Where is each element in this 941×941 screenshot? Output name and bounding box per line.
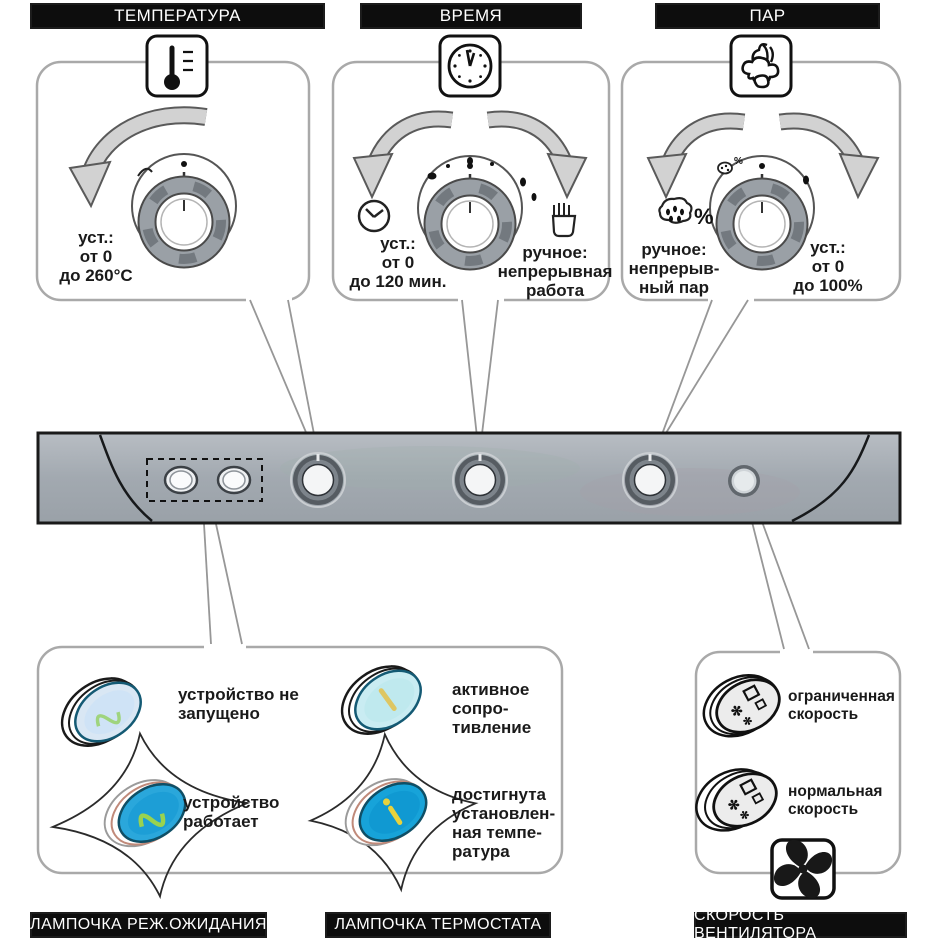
thermometer-icon [147,36,207,96]
time-range-label: уст.: от 0 до 120 мин. [349,234,447,291]
snowflake-glyph-small: ✻ [738,808,752,824]
fan-footer-bar [694,907,907,941]
fan-icon [772,840,834,898]
fan-normal-label: нормальная скорость [788,783,883,818]
standby-footer-bar [30,912,267,938]
fan-speed-button[interactable] [728,465,760,497]
temperature-range-label: уст.: от 0 до 260°C [59,228,133,285]
standby-title: ЛАМПОЧКА РЕЖ.ОЖИДАНИЯ [30,916,267,933]
temperature-header-bar [30,3,325,29]
fan-title: СКОРОСТЬ ВЕНТИЛЯТОРА [694,907,817,941]
thermostat-light [218,467,250,493]
time-manual-label: ручное: непрерывная работа [497,243,613,300]
standby-on-label: устройство работает [183,793,280,831]
steam-header-bar [655,3,880,29]
snowflake-glyph: ✻ [727,700,746,721]
thermostat-on-label: достигнута установлен- ная темпе- ратура [452,785,556,861]
snowflake-glyph-small: ✻ [741,714,755,730]
thermostat-title: ЛАМПОЧКА ТЕРМОСТАТА [334,916,542,933]
standby-light [165,467,197,493]
steam-icon [731,36,791,96]
steam-title: ПАР [749,6,786,25]
steam-manual-label: ручное: непрерыв- ный пар [628,240,720,297]
control-panel [38,433,900,523]
droplets-icon [659,198,691,223]
thermostat-off-label: активное сопро- тивление [452,680,532,737]
thermostat-footer-bar [325,912,551,938]
standby-off-label: устройство не запущено [178,685,299,723]
temperature-knob[interactable] [291,453,345,507]
clock-icon [440,36,500,96]
snowflake-glyph: ✻ [724,794,743,815]
time-header-bar [360,3,582,29]
percent-sign: % [694,204,714,229]
time-title: ВРЕМЯ [439,6,503,25]
fan-limited-label: ограниченная скорость [788,688,895,723]
temperature-title: ТЕМПЕРАТУРА [114,6,241,25]
svg-text:%: % [734,156,743,167]
time-knob[interactable] [453,453,507,507]
steam-range-label: уст.: от 0 до 100% [793,238,863,295]
clock-outline-icon [359,201,389,231]
steam-knob[interactable] [623,453,677,507]
